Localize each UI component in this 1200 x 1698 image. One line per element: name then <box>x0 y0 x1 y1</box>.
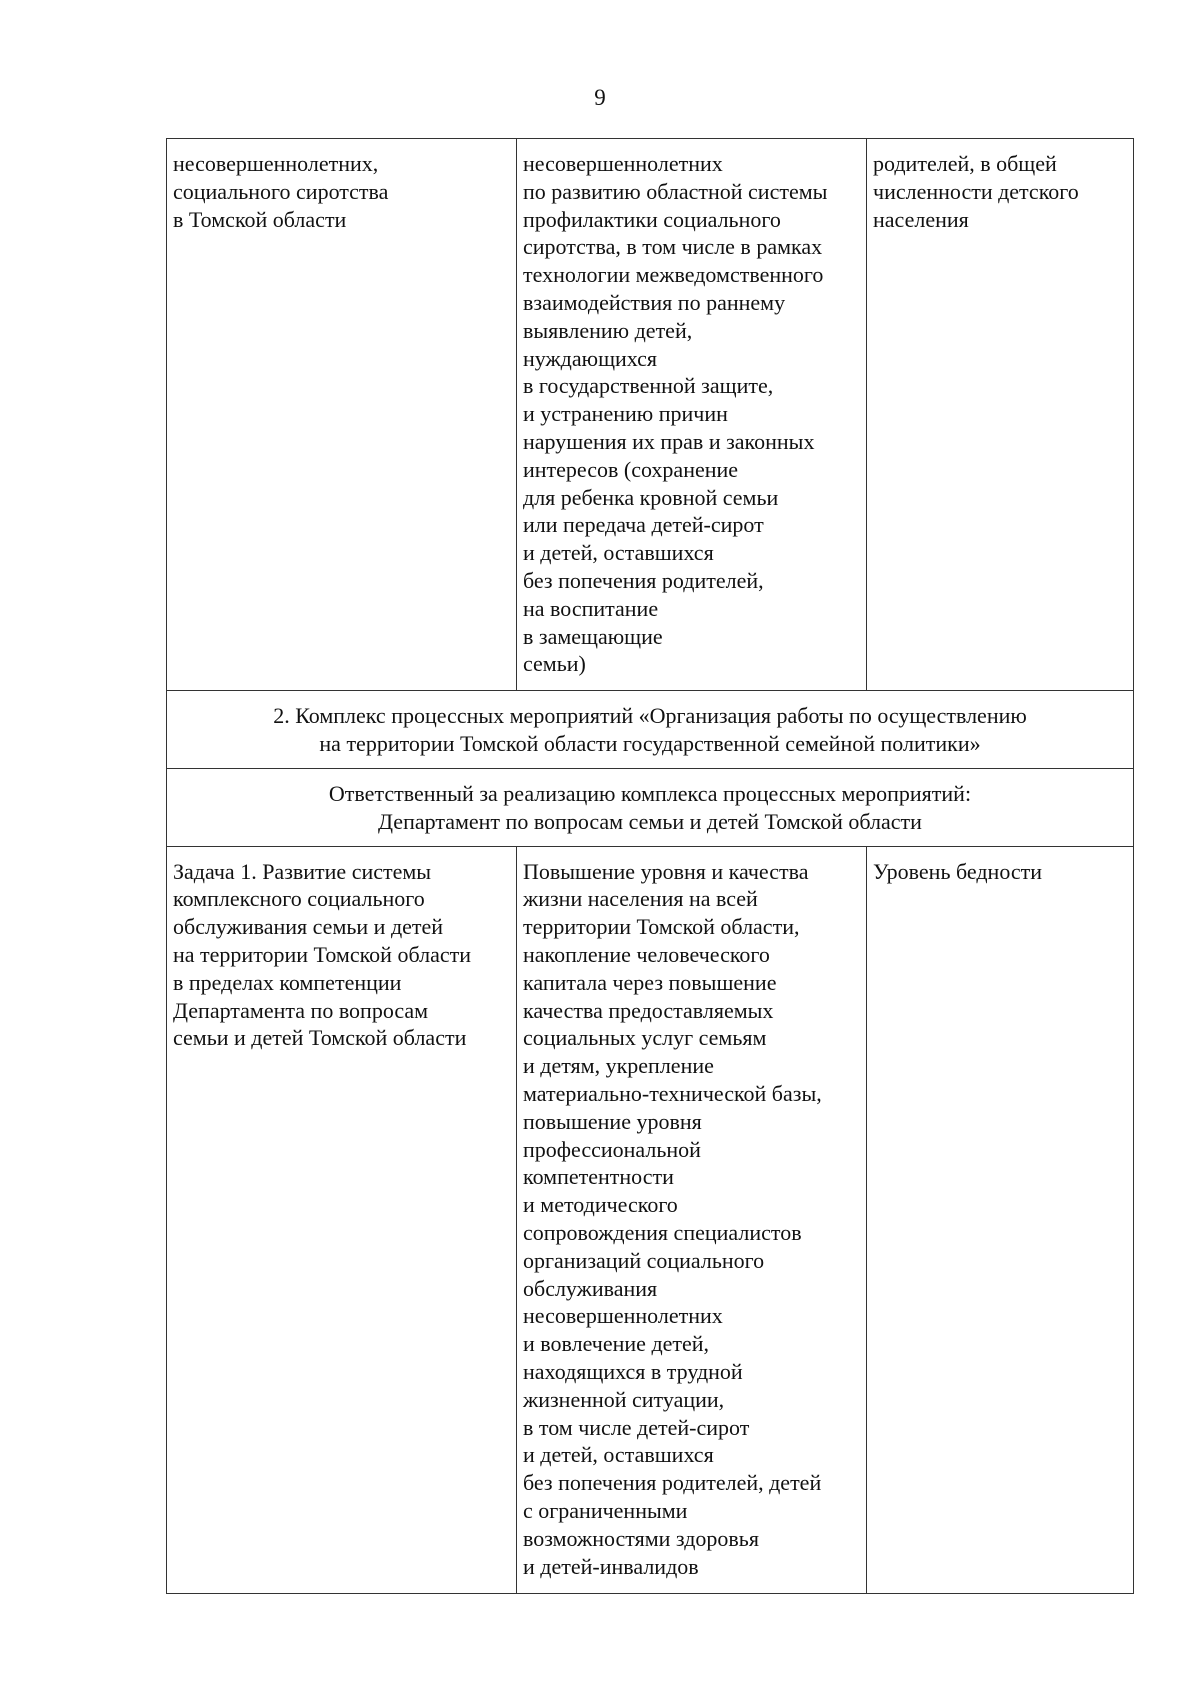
table-row <box>167 846 1134 1593</box>
indicator-text <box>873 858 1127 886</box>
text-line: Уровень бедности <box>873 858 1043 884</box>
text-line: Задача 1. Развитие системы <box>173 858 432 884</box>
text-line: без попечения родителей, <box>523 567 764 593</box>
row1-col1-cell <box>167 139 517 691</box>
text-line: семьи) <box>523 651 586 677</box>
text-line: возможностями здоровья <box>523 1525 759 1551</box>
page-number: 9 <box>594 85 606 110</box>
text-line: Департамента по вопросам <box>173 997 429 1023</box>
expected-results-cell <box>517 846 867 1593</box>
text-line: технологии межведомственного <box>523 262 824 288</box>
text-line: несовершеннолетних, <box>173 151 379 176</box>
text-line: в том числе детей-сирот <box>523 1414 750 1440</box>
text-line: с ограниченными <box>523 1497 688 1523</box>
task-text <box>173 858 510 1053</box>
text-line: на территории Томской области государственной семейной политики» <box>319 730 981 756</box>
text-line: для ребенка кровной семьи <box>523 484 779 510</box>
text-line: несовершеннолетних <box>523 1303 723 1329</box>
text-line: находящихся в трудной <box>523 1358 743 1384</box>
table-row <box>167 769 1134 847</box>
text-line: жизни населения на всей <box>523 886 758 912</box>
text-line: капитала через повышение <box>523 969 777 995</box>
text-line: накопление человеческого <box>523 941 770 967</box>
table-row <box>167 139 1134 691</box>
text-line: по развитию областной системы <box>523 178 828 204</box>
text-line: профессиональной <box>523 1136 701 1162</box>
text-line: сиротства, в том числе в рамках <box>523 234 823 260</box>
text-line: и детей, оставшихся <box>523 540 714 566</box>
responsible-heading <box>167 769 1134 847</box>
text-line: материально-технической базы, <box>523 1080 822 1106</box>
text-line: Ответственный за реализацию комплекса процессных мероприятий: <box>328 781 972 806</box>
text-line: в замещающие <box>523 623 663 649</box>
text-line: семьи и детей Томской области <box>173 1025 467 1051</box>
text-line: несовершеннолетних <box>523 151 723 176</box>
text-line: на воспитание <box>523 595 659 621</box>
row1-col2-text <box>523 150 860 678</box>
text-line: обслуживания семьи и детей <box>173 914 444 940</box>
text-line: комплексного социального <box>173 886 425 912</box>
text-line: жизненной ситуации, <box>523 1386 725 1412</box>
text-line: обслуживания <box>523 1275 658 1301</box>
text-line: 2. Комплекс процессных мероприятий «Организация работы по осуществлению <box>273 703 1027 728</box>
text-line: социального сиротства <box>173 178 389 204</box>
row1-col1-text <box>173 150 510 233</box>
text-line: родителей, в общей <box>873 151 1057 176</box>
text-line: повышение уровня <box>523 1108 702 1134</box>
row1-col3-text <box>873 150 1127 233</box>
text-line: территории Томской области, <box>523 914 800 940</box>
table-row <box>167 691 1134 769</box>
text-line: и методического <box>523 1192 678 1218</box>
text-line: качества предоставляемых <box>523 997 774 1023</box>
text-line: выявлению детей, <box>523 317 693 343</box>
row1-col2-cell <box>517 139 867 691</box>
text-line: и детям, укрепление <box>523 1053 714 1079</box>
text-line: населения <box>873 206 969 232</box>
text-line: в Томской области <box>173 206 347 232</box>
program-table <box>166 138 1134 1594</box>
text-line: нарушения их прав и законных <box>523 428 815 454</box>
text-line: и устранению причин <box>523 401 728 427</box>
text-line: или передача детей-сирот <box>523 512 764 538</box>
expected-results-text <box>523 858 860 1581</box>
text-line: численности детского <box>873 178 1079 204</box>
process-complex-heading <box>167 691 1134 769</box>
text-line: в государственной защите, <box>523 373 774 399</box>
text-line: профилактики социального <box>523 206 781 232</box>
text-line: нуждающихся <box>523 345 658 371</box>
text-line: в пределах компетенции <box>173 969 402 995</box>
text-line: и вовлечение детей, <box>523 1331 710 1357</box>
task-cell <box>167 846 517 1593</box>
text-line: интересов (сохранение <box>523 456 739 482</box>
text-line: социальных услуг семьям <box>523 1025 767 1051</box>
row1-col3-cell <box>867 139 1134 691</box>
text-line: и детей, оставшихся <box>523 1442 714 1468</box>
indicator-cell <box>867 846 1134 1593</box>
text-line: и детей-инвалидов <box>523 1553 699 1579</box>
text-line: взаимодействия по раннему <box>523 289 786 315</box>
process-complex-heading-text <box>173 702 1127 758</box>
text-line: компетентности <box>523 1164 674 1190</box>
text-line: организаций социального <box>523 1247 765 1273</box>
text-line: сопровождения специалистов <box>523 1219 802 1245</box>
responsible-heading-text <box>173 780 1127 836</box>
text-line: Департамент по вопросам семьи и детей Томской области <box>378 808 922 834</box>
text-line: Повышение уровня и качества <box>523 858 809 884</box>
text-line: на территории Томской области <box>173 941 471 967</box>
text-line: без попечения родителей, детей <box>523 1470 822 1496</box>
